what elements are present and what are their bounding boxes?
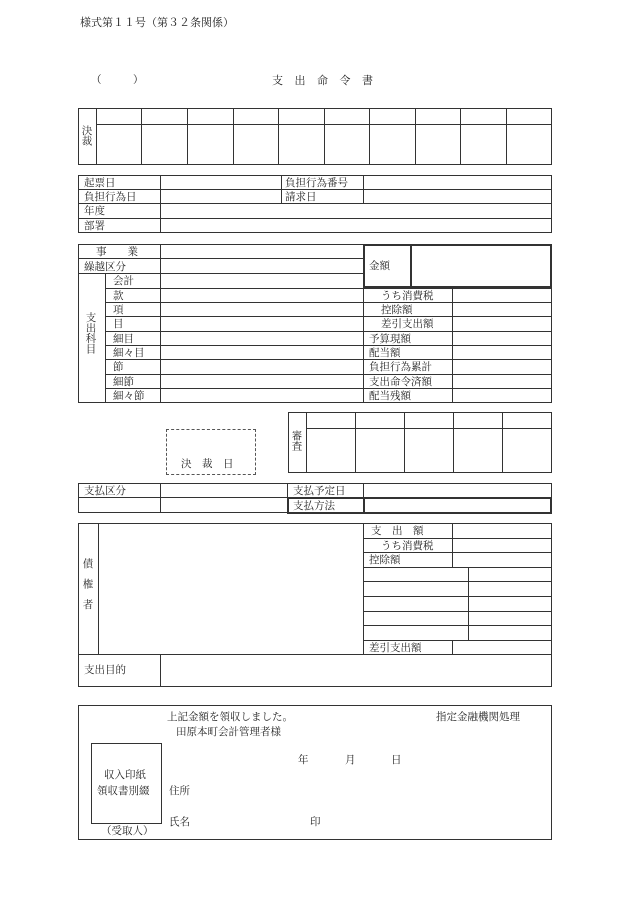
recipient-label: （受取人） bbox=[101, 825, 154, 837]
left-item: 節 bbox=[113, 361, 124, 373]
right-item: 差引支出額 bbox=[381, 318, 434, 330]
futan-no-label: 負担行為番号 bbox=[285, 177, 348, 189]
left-item: 細節 bbox=[113, 376, 134, 388]
right-item: うち消費税 bbox=[381, 290, 434, 302]
nendo-label: 年度 bbox=[84, 205, 105, 217]
amount-label: 金額 bbox=[369, 260, 390, 272]
busho-label: 部署 bbox=[84, 220, 105, 232]
date-year: 年 bbox=[298, 754, 309, 766]
approval-label: 決裁 bbox=[80, 125, 93, 146]
creditor-label: 債権者 bbox=[81, 558, 94, 620]
stamp-box bbox=[91, 743, 162, 824]
creditor-right-item: 控除額 bbox=[369, 554, 401, 566]
right-item: 控除額 bbox=[381, 304, 413, 316]
kihyo-label: 起票日 bbox=[84, 177, 116, 189]
futan-date-label: 負担行為日 bbox=[84, 191, 137, 203]
bank-processing-label: 指定金融機関処理 bbox=[436, 711, 520, 723]
right-item: 配当額 bbox=[369, 347, 401, 359]
left-item: 細目 bbox=[113, 333, 134, 345]
shinsa-grid bbox=[288, 412, 552, 473]
stamp-label-2: 領収書別綴 bbox=[97, 785, 150, 797]
creditor-right-item: うち消費税 bbox=[381, 540, 434, 552]
mokuteki-label: 支出目的 bbox=[84, 664, 126, 676]
left-item: 細々節 bbox=[113, 390, 145, 402]
left-item: 項 bbox=[113, 304, 124, 316]
payment-yotei-label: 支払予定日 bbox=[293, 485, 346, 497]
name-label: 氏名 bbox=[169, 816, 190, 828]
date-day: 日 bbox=[391, 754, 402, 766]
shishutsu-label: 支出科目 bbox=[84, 312, 97, 354]
jigyo-label: 事 業 bbox=[96, 246, 138, 258]
creditor-right-item: 支 出 額 bbox=[371, 525, 424, 537]
kessai-date-label: 決 裁 日 bbox=[181, 458, 234, 470]
payment-kubun-label: 支払区分 bbox=[84, 485, 126, 497]
payment-houhou-label: 支払方法 bbox=[293, 500, 335, 512]
left-item: 会計 bbox=[113, 275, 134, 287]
left-item: 款 bbox=[113, 290, 124, 302]
left-item: 細々目 bbox=[113, 347, 145, 359]
date-month: 月 bbox=[345, 754, 356, 766]
receipt-line2: 田原本町会計管理者様 bbox=[176, 726, 281, 738]
right-item: 予算現額 bbox=[369, 333, 411, 345]
approval-grid bbox=[78, 108, 552, 165]
sashihiki-label: 差引支出額 bbox=[369, 642, 422, 654]
right-item: 支出命令済額 bbox=[369, 376, 432, 388]
amount-box bbox=[363, 244, 552, 288]
right-item: 負担行為累計 bbox=[369, 361, 432, 373]
left-item: 目 bbox=[113, 318, 124, 330]
creditor-table bbox=[78, 523, 552, 687]
receipt-line1: 上記金額を領収しました。 bbox=[167, 711, 293, 723]
seal-label: 印 bbox=[310, 816, 321, 828]
form-number: 様式第１１号（第３２条関係） bbox=[80, 16, 234, 29]
stamp-label-1: 収入印紙 bbox=[104, 769, 146, 781]
kurikoshi-label: 繰越区分 bbox=[84, 261, 126, 273]
header-paren: （ ） bbox=[91, 74, 144, 86]
seikyu-label: 請求日 bbox=[285, 191, 317, 203]
page-title: 支 出 命 令 書 bbox=[272, 74, 377, 87]
address-label: 住所 bbox=[169, 785, 190, 797]
right-item: 配当残額 bbox=[369, 390, 411, 402]
shinsa-label: 審査 bbox=[290, 430, 303, 451]
